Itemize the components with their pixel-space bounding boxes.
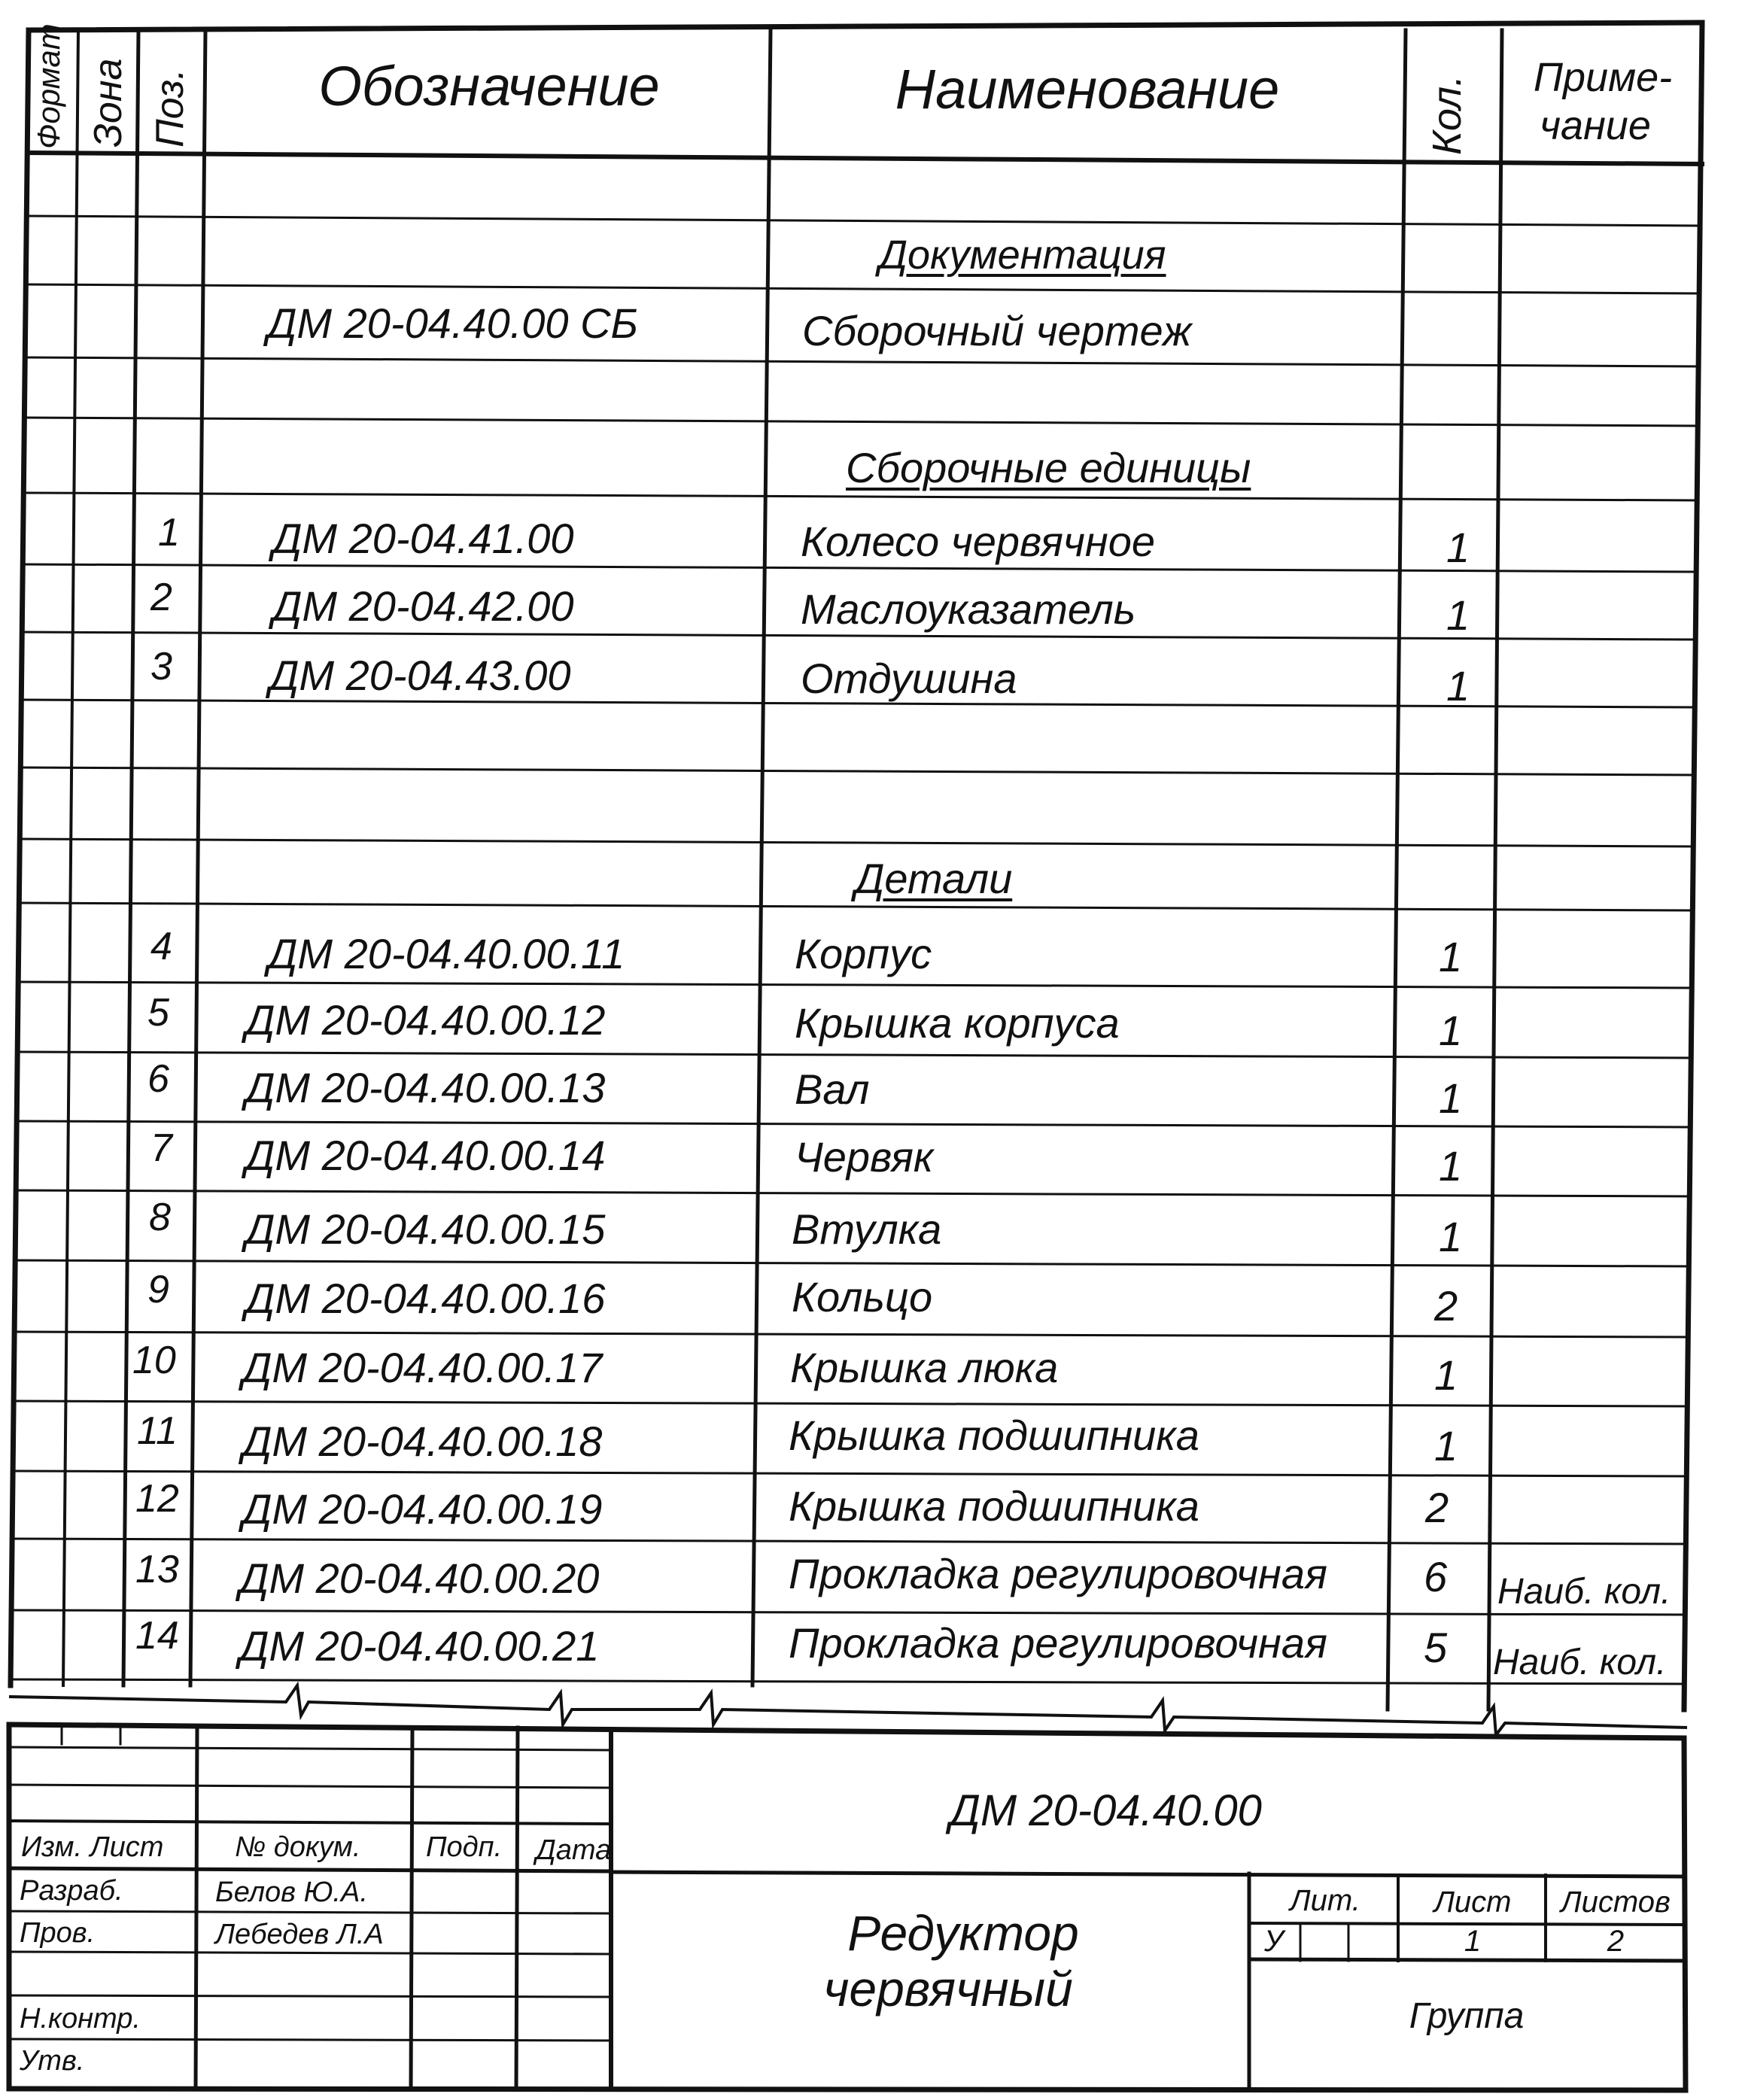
title-block-izm-list: Изм. Лист: [21, 1831, 164, 1863]
part-row-13-note: Наиб. кол.: [1497, 1572, 1671, 1612]
part-row-4-pos: 4: [150, 925, 172, 968]
part-row-12-qty: 2: [1425, 1484, 1449, 1531]
assembly-row-1-qty: 1: [1446, 524, 1470, 571]
part-row-7-designation: ДМ 20-04.40.00.14: [245, 1132, 606, 1179]
header-designation: Обозначение: [318, 55, 660, 117]
part-row-13-name: Прокладка регулировочная: [789, 1550, 1327, 1597]
part-row-9-qty: 2: [1434, 1282, 1458, 1330]
part-row-7-pos: 7: [150, 1126, 172, 1170]
part-row-12-designation: ДМ 20-04.40.00.19: [242, 1485, 603, 1533]
assembly-row-1-designation: ДМ 20-04.41.00: [272, 515, 574, 562]
part-row-9-designation: ДМ 20-04.40.00.16: [245, 1275, 606, 1322]
part-row-8-qty: 1: [1439, 1213, 1463, 1260]
title-block-checked: Пров.: [20, 1917, 96, 1949]
part-row-10-designation: ДМ 20-04.40.00.17: [242, 1344, 603, 1391]
part-row-10-name: Крышка люка: [790, 1344, 1059, 1391]
title-block-approved: Утв.: [20, 2045, 85, 2077]
part-row-7-name: Червяк: [795, 1133, 934, 1181]
part-row-14-name: Прокладка регулировочная: [789, 1619, 1327, 1667]
title-block-title-line2: червячный: [823, 1961, 1073, 2016]
part-row-10-pos: 10: [132, 1339, 176, 1382]
section-title-assemblies: Сборочные единицы: [846, 444, 1251, 491]
assembly-row-1-pos: 1: [158, 511, 180, 555]
part-row-11-designation: ДМ 20-04.40.00.18: [242, 1418, 603, 1465]
part-row-7-qty: 1: [1439, 1142, 1463, 1190]
part-row-12-name: Крышка подшипника: [789, 1482, 1199, 1530]
title-block-doc-num: № докум.: [235, 1831, 361, 1863]
part-row-13-qty: 6: [1424, 1553, 1448, 1600]
part-row-4-name: Корпус: [795, 930, 932, 977]
title-block-sheet-value: 1: [1464, 1925, 1482, 1958]
doc-row-designation: ДМ 20-04.40.00 СБ: [267, 299, 639, 347]
assembly-row-2-qty: 1: [1446, 591, 1470, 639]
section-title-documentation: Документация: [879, 232, 1166, 278]
part-row-5-name: Крышка корпуса: [795, 999, 1120, 1047]
assembly-row-2-name: Маслоуказатель: [801, 585, 1136, 633]
part-row-11-pos: 11: [137, 1409, 178, 1453]
part-row-13-designation: ДМ 20-04.40.00.20: [239, 1554, 600, 1602]
title-block-sheets-value: 2: [1607, 1925, 1625, 1958]
part-row-5-qty: 1: [1439, 1007, 1463, 1054]
assembly-row-3-pos: 3: [150, 645, 172, 688]
section-title-parts: Детали: [855, 855, 1013, 902]
title-block-doc-code: ДМ 20-04.40.00: [950, 1786, 1262, 1835]
assembly-row-3-name: Отдушина: [801, 655, 1017, 702]
header-pos: Поз.: [148, 68, 192, 147]
part-row-10-qty: 1: [1434, 1351, 1458, 1399]
part-row-11-qty: 1: [1434, 1422, 1458, 1469]
part-row-4-designation: ДМ 20-04.40.00.11: [268, 930, 625, 977]
header-format: Формат: [31, 23, 66, 149]
title-block-date: Дата: [536, 1834, 612, 1866]
part-row-11-name: Крышка подшипника: [789, 1412, 1199, 1459]
title-block-checker-name: Лебедев Л.А: [215, 1919, 384, 1950]
header-note-line1: Приме-: [1533, 55, 1673, 100]
part-row-6-qty: 1: [1439, 1074, 1463, 1122]
part-row-9-name: Кольцо: [792, 1273, 933, 1320]
title-block-developer-name: Белов Ю.А.: [215, 1877, 368, 1908]
part-row-5-pos: 5: [147, 991, 169, 1035]
part-row-14-note: Наиб. кол.: [1493, 1643, 1667, 1682]
part-row-14-qty: 5: [1424, 1624, 1448, 1671]
assembly-row-1-name: Колесо червячное: [801, 518, 1155, 565]
part-row-12-pos: 12: [135, 1477, 179, 1521]
title-block-norm-control: Н.контр.: [20, 2003, 141, 2035]
part-row-6-name: Вал: [795, 1065, 870, 1113]
doc-row-name: Сборочный чертеж: [802, 307, 1192, 354]
title-block-sheets: Листов: [1561, 1886, 1671, 1919]
header-name: Наименование: [895, 58, 1280, 120]
header-zone: Зона: [87, 58, 130, 147]
part-row-14-designation: ДМ 20-04.40.00.21: [239, 1622, 600, 1670]
header-qty: Кол.: [1424, 74, 1470, 155]
part-row-14-pos: 14: [135, 1614, 179, 1658]
part-row-8-pos: 8: [149, 1196, 171, 1239]
assembly-row-2-pos: 2: [150, 576, 172, 619]
part-row-4-qty: 1: [1439, 933, 1463, 980]
assembly-row-2-designation: ДМ 20-04.42.00: [272, 582, 574, 630]
title-block-group: Группа: [1409, 1996, 1525, 2036]
part-row-6-pos: 6: [147, 1057, 169, 1101]
part-row-8-name: Втулка: [792, 1205, 942, 1253]
part-row-8-designation: ДМ 20-04.40.00.15: [245, 1205, 606, 1253]
part-row-5-designation: ДМ 20-04.40.00.12: [245, 996, 606, 1044]
title-block-lit-value: У: [1264, 1925, 1284, 1958]
assembly-row-3-qty: 1: [1446, 662, 1470, 710]
title-block-lit: Лит.: [1290, 1884, 1360, 1917]
assembly-row-3-designation: ДМ 20-04.43.00: [269, 652, 571, 699]
part-row-9-pos: 9: [147, 1268, 169, 1311]
title-block-developed: Разраб.: [20, 1875, 123, 1907]
part-row-13-pos: 13: [135, 1548, 179, 1591]
title-block-title-line1: Редуктор: [847, 1905, 1079, 1961]
title-block-sign: Подп.: [426, 1831, 503, 1863]
part-row-6-designation: ДМ 20-04.40.00.13: [245, 1064, 606, 1111]
title-block-sheet: Лист: [1433, 1886, 1512, 1919]
header-note-line2: чание: [1540, 103, 1651, 148]
